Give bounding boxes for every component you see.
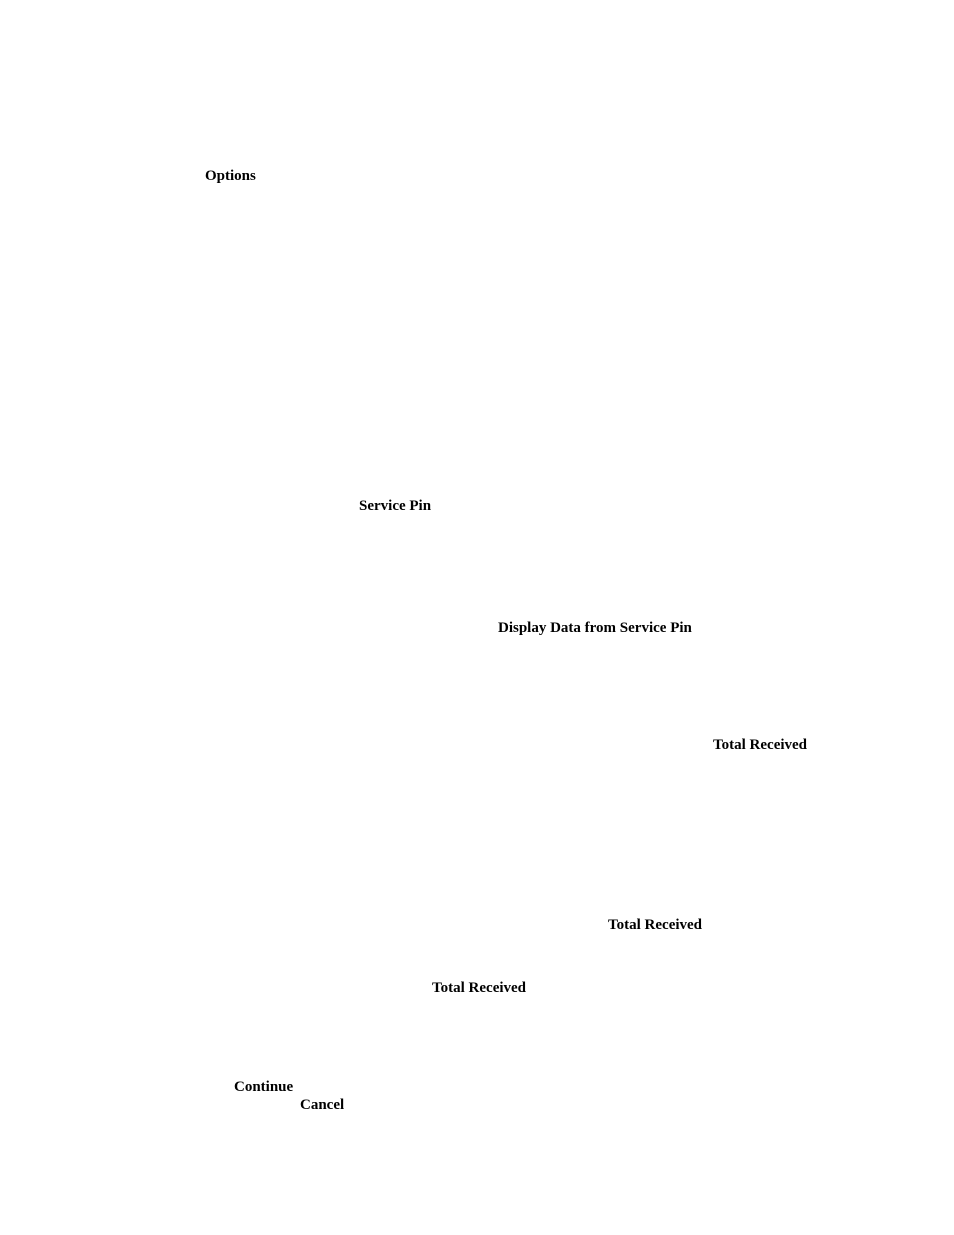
total-received-term: Total Received — [713, 737, 808, 753]
continue-term: Continue — [234, 1079, 294, 1095]
display-data-term: Display Data from Service Pin — [498, 620, 692, 636]
total-received-term: Total Received — [608, 917, 703, 933]
cancel-term: Cancel — [300, 1097, 345, 1113]
options-term: Options — [205, 168, 256, 184]
total-received-term: Total Received — [432, 980, 527, 996]
service-pin-term: Service Pin — [359, 498, 432, 514]
